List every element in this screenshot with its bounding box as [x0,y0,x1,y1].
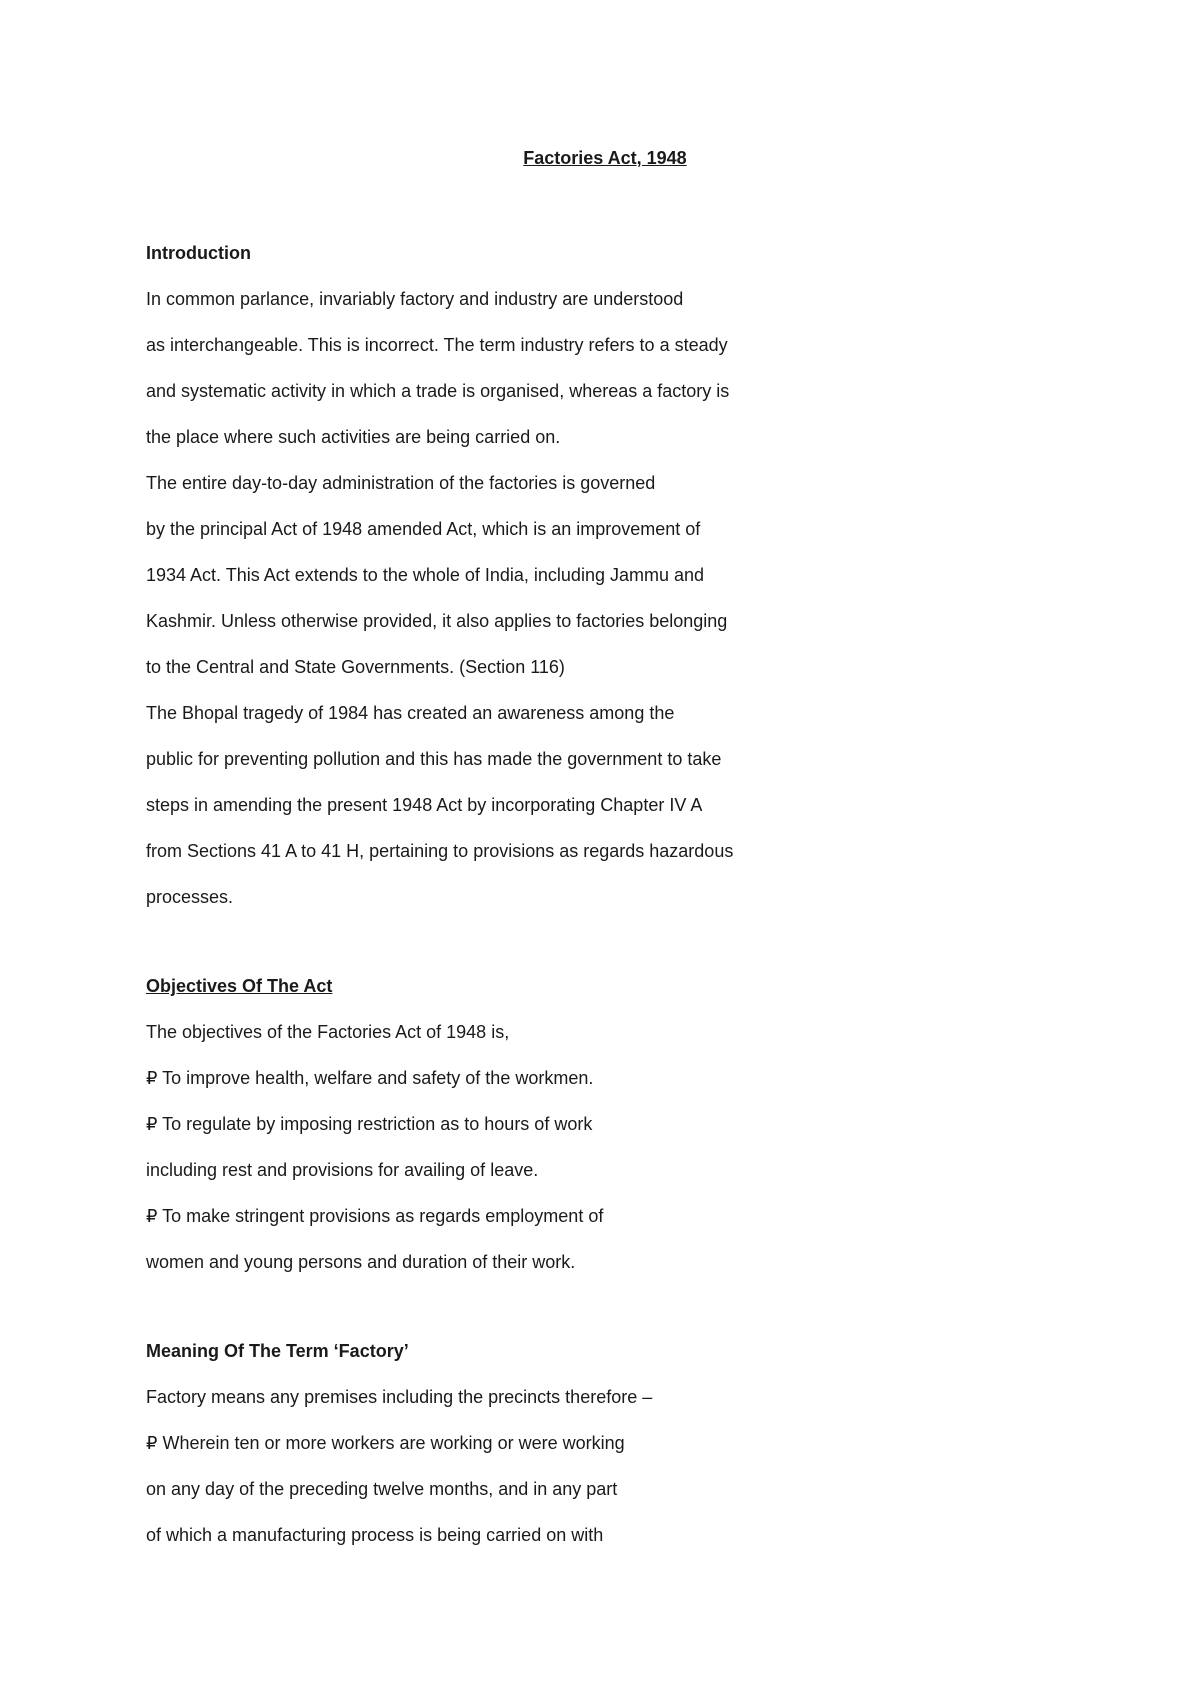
paragraph-line: Factory means any premises including the precincts therefore – [146,1387,653,1407]
paragraph-line: steps in amending the present 1948 Act by incorporating Chapter IV A [146,795,703,815]
paragraph-line: of which a manufacturing process is being carried on with [146,1525,604,1545]
paragraph-line: The objectives of the Factories Act of 1948 is, [146,1022,510,1042]
section-heading-meaning-factory: Meaning Of The Term ‘Factory’ [146,1341,409,1361]
paragraph-line: as interchangeable. This is incorrect. The term industry refers to a steady [146,335,728,355]
paragraph-line: 1934 Act. This Act extends to the whole of India, including Jammu and [146,565,705,585]
section-heading-objectives: Objectives Of The Act [146,976,333,996]
paragraph-line: by the principal Act of 1948 amended Act, which is an improvement of [146,519,701,539]
paragraph-line: The Bhopal tragedy of 1984 has created an awareness among the [146,703,675,723]
paragraph-line: to the Central and State Governments. (Section 116) [146,657,565,677]
bullet-line: ₽ To improve health, welfare and safety of the workmen. [146,1068,594,1088]
paragraph-line: from Sections 41 A to 41 H, pertaining to provisions as regards hazardous [146,841,734,861]
document-title: Factories Act, 1948 [523,148,687,168]
paragraph-line: women and young persons and duration of their work. [146,1252,576,1272]
paragraph-line: Kashmir. Unless otherwise provided, it also applies to factories belonging [146,611,728,631]
bullet-line: ₽ To regulate by imposing restriction as to hours of work [146,1114,593,1134]
paragraph-line: processes. [146,887,234,907]
paragraph-line: the place where such activities are being carried on. [146,427,561,447]
paragraph-line: The entire day-to-day administration of the factories is governed [146,473,656,493]
paragraph-line: including rest and provisions for availing of leave. [146,1160,539,1180]
paragraph-line: public for preventing pollution and this has made the government to take [146,749,722,769]
bullet-line: ₽ Wherein ten or more workers are working or were working [146,1433,625,1453]
paragraph-line: and systematic activity in which a trade is organised, whereas a factory is [146,381,730,401]
section-heading-introduction: Introduction [146,243,251,263]
paragraph-line: In common parlance, invariably factory and industry are understood [146,289,684,309]
paragraph-line: on any day of the preceding twelve months, and in any part [146,1479,618,1499]
bullet-line: ₽ To make stringent provisions as regards employment of [146,1206,604,1226]
